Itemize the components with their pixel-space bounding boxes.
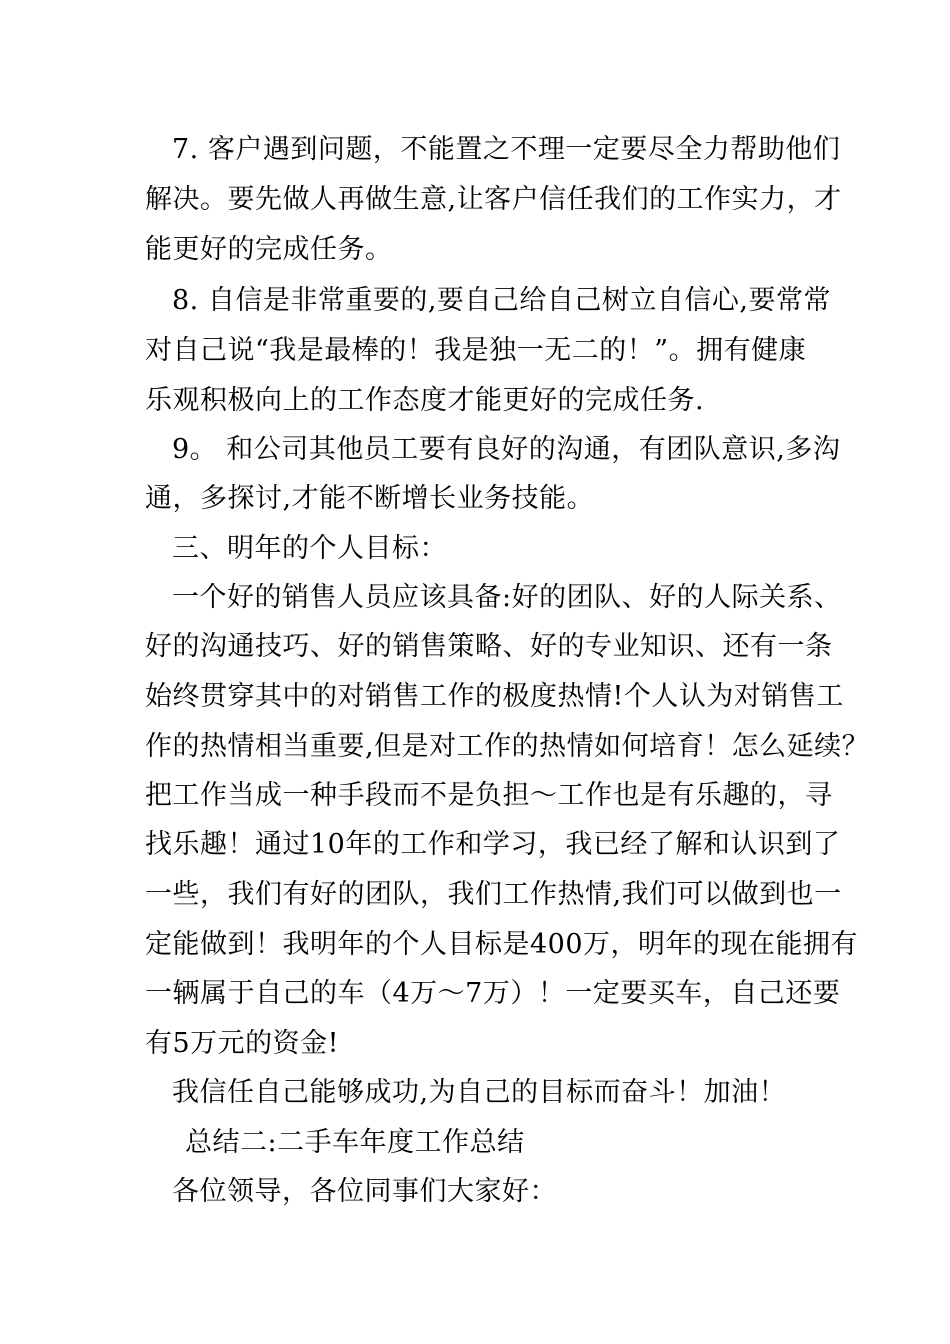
goals-paragraph-line-3: 始终贯穿其中的对销售工作的极度热情!个人认为对销售工: [145, 681, 844, 712]
goals-paragraph-line-9: 一辆属于自己的车（4万～7万）！一定要买车，自己还要: [145, 978, 841, 1009]
paragraph-8-line-1: 8. 自信是非常重要的,要自己给自己树立自信心,要常常: [172, 285, 832, 316]
goals-paragraph-line-4: 作的热情相当重要,但是对工作的热情如何培育！怎么延续？: [145, 731, 870, 762]
summary-2-heading: 总结二:二手车年度工作总结: [185, 1127, 525, 1158]
paragraph-7-line-1: 7. 客户遇到问题，不能置之不理一定要尽全力帮助他们: [172, 134, 841, 165]
goals-paragraph-line-2: 好的沟通技巧、好的销售策略、好的专业知识、还有一条: [145, 631, 833, 662]
paragraph-9-line-1: 9。 和公司其他员工要有良好的沟通，有团队意识,多沟: [172, 434, 841, 465]
goals-paragraph-line-1: 一个好的销售人员应该具备:好的团队、好的人际关系、: [172, 582, 842, 613]
paragraph-7-line-2: 解决。要先做人再做生意,让客户信任我们的工作实力，才: [145, 184, 842, 215]
motivation-line: 我信任自己能够成功,为自己的目标而奋斗！加油！: [172, 1077, 787, 1108]
goals-paragraph-line-10: 有5万元的资金!: [145, 1028, 340, 1059]
paragraph-7-line-3: 能更好的完成任务。: [145, 234, 393, 265]
goals-paragraph-line-5: 把工作当成一种手段而不是负担～工作也是有乐趣的，寻: [145, 780, 833, 811]
section-heading-3: 三、明年的个人目标：: [172, 533, 447, 564]
paragraph-8-line-2: 对自己说“我是最棒的！我是独一无二的！”。拥有健康: [145, 335, 807, 366]
goals-paragraph-line-7: 一些，我们有好的团队，我们工作热情,我们可以做到也一: [145, 879, 842, 910]
paragraph-8-line-3: 乐观积极向上的工作态度才能更好的完成任务.: [145, 385, 705, 416]
goals-paragraph-line-6: 找乐趣！通过10年的工作和学习，我已经了解和认识到了: [145, 829, 841, 860]
greeting-line: 各位领导，各位同事们大家好：: [172, 1176, 557, 1207]
goals-paragraph-line-8: 定能做到！我明年的个人目标是400万，明年的现在能拥有: [145, 929, 859, 960]
paragraph-9-line-2: 通，多探讨,才能不断增长业务技能。: [145, 483, 595, 514]
